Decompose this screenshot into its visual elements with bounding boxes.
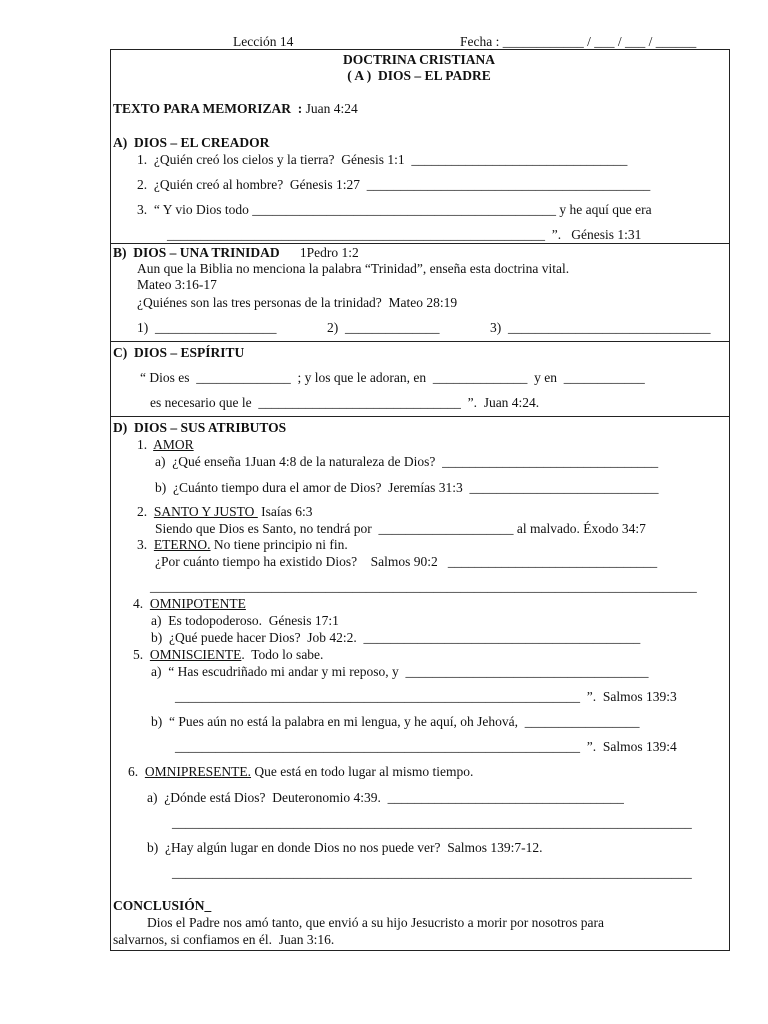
attr-title: OMNIPOTENTE [149,596,246,611]
attr-number: 2. [137,504,154,519]
section-c-heading: C) DIOS – ESPÍRITU [113,345,245,360]
memorize-ref: Juan 4:24 [302,101,358,116]
attr-title: OMNIPRESENTE. [144,764,252,779]
attr-omnipotente [133,596,246,612]
attr-title: AMOR [153,437,194,452]
divider [110,416,730,417]
omnipotente-b: b) ¿Qué puede hacer Dios? Job 42:2. _________________________________________ [151,630,641,645]
section-b-answer-1: 1) __________________ [137,320,277,335]
date-field: Fecha : ____________ / ___ / ___ / ______ [460,34,697,49]
omnipresente-b: b) ¿Hay algún lugar en donde Dios no nos puede ver? Salmos 139:7-12. [147,840,543,855]
santo-line: Siendo que Dios es Santo, no tendrá por ____________________ al malvado. Éxodo 34:7 [155,521,646,536]
attr-number: 5. [133,647,150,662]
amor-question-a: a) ¿Qué enseña 1Juan 4:8 de la naturaleza de Dios? ________________________________ [155,454,659,469]
attr-title: ETERNO. [153,537,211,552]
attr-number: 3. [137,537,154,552]
section-b-answer-2: 2) ______________ [327,320,440,335]
page-title: DOCTRINA CRISTIANA [343,52,495,67]
section-c-line-2: es necesario que le ______________________________ ”. Juan 4:24. [150,395,540,410]
section-b-ref: 1Pedro 1:2 [299,245,359,260]
attr-number: 4. [133,596,150,611]
omnipresente-a: a) ¿Dónde está Dios? Deuteronomio 4:39. ___________________________________ [147,790,624,805]
conclusion-line-1: Dios el Padre nos amó tanto, que envió a su hijo Jesucristo a morir por nosotros para [147,915,605,930]
attr-number: 6. [128,764,145,779]
attr-title: SANTO Y JUSTO [153,504,258,519]
section-b-ref2: Mateo 3:16-17 [137,277,217,292]
attr-omnipresente [128,764,473,780]
omnipotente-a: a) Es todopoderoso. Génesis 17:1 [151,613,339,628]
attr-omnisciente [133,647,323,663]
attr-ref: Isaías 6:3 [257,504,313,519]
section-b-answer-3: 3) ______________________________ [490,320,711,335]
section-a-q3-cont: ________________________________________________________ ”. Génesis 1:31 [167,227,642,242]
attr-desc: . Todo lo sabe. [241,647,324,662]
section-b-heading: B) DIOS – UNA TRINIDAD [113,245,280,260]
memorize-label: TEXTO PARA MEMORIZAR : [113,101,303,116]
attr-eterno [137,537,348,553]
omnipresente-b-line: _____________________________________________________________________________ [172,865,692,880]
lesson-number: Lección 14 [233,34,294,49]
amor-question-b: b) ¿Cuánto tiempo dura el amor de Dios? Jeremías 31:3 ____________________________ [155,480,659,495]
attr-desc: Que está en todo lugar al mismo tiempo. [251,764,474,779]
memorize-line [113,101,358,117]
attr-number: 1. [137,437,154,452]
section-a-q1: 1. ¿Quién creó los cielos y la tierra? Génesis 1:1 ________________________________ [137,152,628,167]
section-a-heading: A) DIOS – EL CREADOR [113,135,270,150]
section-b-question: ¿Quiénes son las tres personas de la trinidad? Mateo 28:19 [137,295,458,310]
conclusion-heading: CONCLUSIÓN_ [113,898,212,913]
section-b-text: Aun que la Biblia no menciona la palabra “Trinidad”, enseña esta doctrina vital. [137,261,570,276]
omnisciente-b2: ____________________________________________________________ ”. Salmos 139:4 [175,739,677,754]
section-a-q3: 3. “ Y vio Dios todo _____________________________________________ y he aquí que era [137,202,652,217]
divider [110,341,730,342]
attr-amor [137,437,194,453]
attr-desc: No tiene principio ni fin. [210,537,348,552]
omnisciente-a2: ____________________________________________________________ ”. Salmos 139:3 [175,689,677,704]
eterno-question: ¿Por cuánto tiempo ha existido Dios? Salmos 90:2 _______________________________ [155,554,658,569]
eterno-answer-line: _________________________________________________________________________________ [150,579,697,594]
attr-santo [137,504,313,520]
attr-title: OMNISCIENTE [149,647,242,662]
section-c-line-1: “ Dios es ______________ ; y los que le adoran, en ______________ y en ____________ [140,370,645,385]
omnisciente-b1: b) “ Pues aún no está la palabra en mi lengua, y he aquí, oh Jehová, _________________ [151,714,640,729]
divider [110,243,730,244]
omnisciente-a1: a) “ Has escudriñado mi andar y mi reposo, y ____________________________________ [151,664,649,679]
page-subtitle: ( A ) DIOS – EL PADRE [347,68,491,83]
conclusion-line-2: salvarnos, si confiamos en él. Juan 3:16. [113,932,335,947]
section-b-heading-line [113,245,359,261]
section-d-heading: D) DIOS – SUS ATRIBUTOS [113,420,287,435]
omnipresente-a-line: _____________________________________________________________________________ [172,815,692,830]
section-a-q2: 2. ¿Quién creó al hombre? Génesis 1:27 __________________________________________ [137,177,651,192]
